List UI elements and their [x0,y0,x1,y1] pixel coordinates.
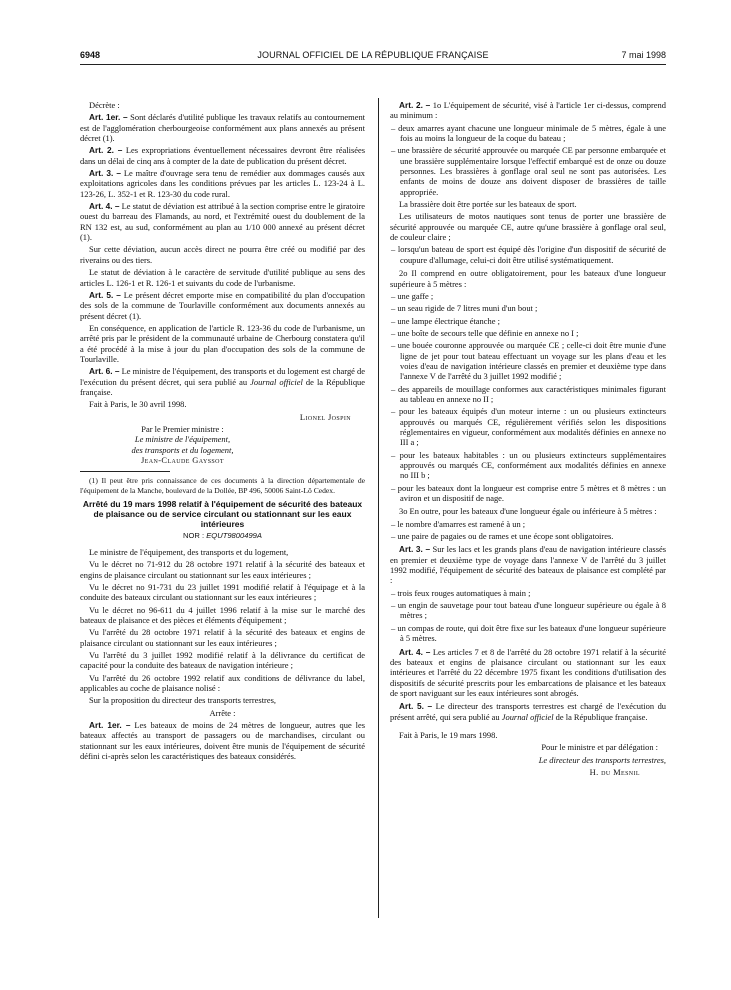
visa: Vu l'arrêté du 28 octobre 1971 relatif à la sécurité des bateaux et engins de plaisance circulant ou stationnant sur les eaux intérieures ; [80,627,365,648]
list-item-text: une boîte de secours telle que définie en annexe no I ; [397,327,579,338]
arrete-article-3 [390,544,666,585]
done-at-line: Fait à Paris, le 30 avril 1998. [89,399,187,410]
list-item: – lorsqu'un bateau de sport est équipé dès l'origine d'un dispositif de sécurité de coupure d'allumage, celui-ci doit être utilisé systématiquement. [391,244,667,265]
article-label: Art. 3. – [399,544,431,555]
list-item-text: un seau rigide de 7 litres muni d'un bout ; [397,303,538,314]
arrete-article-2 [390,100,666,121]
article-text: Les articles 7 et 8 de l'arrêté du 28 octobre 1971 relatif à la sécurité des bateaux et engins de plaisance circulant ou stationnant sur les eaux intérieures et l'arrêté du 22 décembre 1975 fixant les conditions d'utilisation des dispositifs de sécurité prescrits pour les embarcations de plaisance et les bateaux de sport naviguant sur les eaux intérieures sont abrogés. [390,646,667,698]
paragraph: Le statut de déviation à le caractère de servitude d'utilité publique au sens des articles L. 126-1 et R. 126-1 et suivants du code de l'urbanisme. [80,267,365,288]
list-item: – le nombre d'amarres est ramené à un ; [391,518,526,529]
list-item: – des appareils de mouillage conformes aux caractéristiques minimales figurant au tableau en annexe no II ; [391,383,666,404]
decree-article-3 [80,168,365,199]
list-item: – un engin de sauvetage pour tout bateau d'une longueur supérieure ou égale à 8 mètres ; [391,600,666,621]
list-item-text: un engin de sauvetage pour tout bateau d'une longueur supérieure ou égale à 8 mètres ; [397,600,666,621]
minister-title-text: Le ministre de l'équipement, [134,434,231,445]
minister-name: Jean-Claude Gayssot [141,455,224,465]
journal-officiel-italic: Journal officiel [501,711,554,722]
footnote: (1) Il peut être pris connaissance de ces documents à la direction départementale de l'équipement de la Manche, boulevard de la Dollée, BP 496, 50006 Saint-Lô Cedex. [80,476,365,495]
visa: Vu le décret no 91-731 du 23 juillet 1991 modifié relatif à l'équipage et à la conduite des bateaux circulant ou stationnant sur les eaux intérieures ; [80,581,365,603]
minister-title-text: des transports et du logement, [131,444,234,455]
decree-article-5 [80,290,365,321]
done-at-line: Fait à Paris, le 19 mars 1998. [399,729,498,740]
decrete-line: Décrète : [89,100,120,110]
list-item: – un compas de route, qui doit être fixe sur les bateaux d'une longueur supérieure à 5 mètres. [391,622,667,644]
article-text: Les expropriations éventuellement nécessaires devront être réalisées dans un délai de cinq ans à compter de la date de publication du présent décret. [80,145,366,166]
arrete-article-1 [80,720,365,761]
visa: Vu l'arrêté du 26 octobre 1992 relatif aux conditions de délivrance du label, applicables au coche de plaisance nolisé : [80,672,365,694]
list-item: – une paire de pagaies ou de rames et une écope sont obligatoires. [391,531,614,542]
nor-reference [80,531,365,541]
paragraph: 2o Il comprend en outre obligatoirement, pour les bateaux d'une longueur supérieure à 5 mètres : [390,268,666,289]
article-label: Art. 4. – [89,201,120,212]
decree-article-2 [80,145,365,166]
left-column [80,100,365,763]
article-label: Art. 1er. – [89,720,131,731]
list-item: – une lampe électrique étanche ; [391,315,500,326]
list-item-text: pour les bateaux habitables : un ou plusieurs extincteurs supplémentaires approuvés ou marqués CE, conformément aux modalités définies en annexe no III b ; [399,449,667,481]
column-divider [378,98,379,918]
decree-article-6 [80,366,365,397]
paragraph: Les utilisateurs de motos nautiques sont tenus de porter une brassière de sécurité approuvée ou marquée CE, autre qu'une brassière à gonflage oral seul, de couleur claire ; [390,211,666,243]
decree-article-1 [80,112,365,143]
visa: Sur la proposition du directeur des transports terrestres, [89,695,276,706]
article-label: Art. 4. – [399,646,431,657]
nor-code: EQUT9800499A [206,530,262,540]
list-item-text: deux amarres ayant chacune une longueur minimale de 5 mètres, égale à une fois au moins la longueur de la coque du bateau ; [398,122,667,144]
article-text: Sont déclarés d'utilité publique les travaux relatifs au contournement est de l'agglomération cherbourgeoise conformément aux plans annexés au présent décret (1). [80,112,366,144]
list-item-text: une brassière de sécurité approuvée ou marquée CE par personne embarquée et une brassière supplémentaire lorsque l'effectif embarqué est de onze ou douze personnes. Les brassières à gonflage oral seul ne sont pas autorisées. Les enfants de moins de douze ans doivent disposer de brassières de taille appropriée. [397,145,667,197]
journal-title: JOURNAL OFFICIEL DE LA RÉPUBLIQUE FRANÇAISE [257,50,489,60]
director-title-text: Le directeur des transports terrestres, [538,754,666,765]
article-text: de la République française. [553,711,648,722]
paragraph: La brassière doit être portée sur les bateaux de sport. [399,199,577,210]
article-text: Sur les lacs et les grands plans d'eau de navigation intérieure classés en premier et deuxième type de voyage dans l'annexe V de l'arrêté du 3 juillet 1992 modifié, l'équipement de sécurité des bateaux de plaisance est complété par : [390,544,667,586]
page-number: 6948 [80,50,101,60]
list-item: – une boîte de secours telle que définie en annexe no I ; [391,327,579,338]
list-item-text: lorsqu'un bateau de sport est équipé dès l'origine d'un dispositif de sécurité de coupure d'allumage, celui-ci doit être utilisé systématiquement. [397,244,667,265]
article-label: Art. 1er. – [89,112,128,123]
article-text: Le statut de déviation est attribué à la section comprise entre le giratoire ouest du barreau des Flamands, au nord, et l'extrémité ouest du doublement de la RN 132 est, au sud, conformément au plan au 1/10 000 annexé au présent décret (1). [80,201,365,243]
article-label: Art. 6. – [89,366,120,377]
article-label: Art. 5. – [89,289,121,300]
delegation-line: Pour le ministre et par délégation : [541,742,658,753]
list-item-text: pour les bateaux dont la longueur est comprise entre 5 mètres et 8 mètres : un aviron et un dispositif de nage. [397,482,667,504]
list-item: – pour les bateaux habitables : un ou plusieurs extincteurs supplémentaires approuvés ou marqués CE, conformément aux modalités définies en annexe no III b ; [391,449,667,481]
list-item-text: une paire de pagaies ou de rames et une écope sont obligatoires. [397,531,614,542]
article-text: Le ministre de l'équipement, des transports et du logement est chargé de l'exécution du présent décret, qui sera publié au [80,366,366,387]
nor-label: NOR : [183,530,207,540]
page-header [80,50,666,62]
right-column [390,100,666,779]
arrete-title: Arrêté du 19 mars 1998 relatif à l'équipement de sécurité des bateaux de plaisance ou de service circulant ou stationnant sur les eaux intérieures [82,498,363,530]
list-item-text: une lampe électrique étanche ; [397,315,500,326]
list-item-text: trois feux rouges automatiques à main ; [397,587,531,598]
article-text: 1o L'équipement de sécurité, visé à l'article 1er ci-dessus, comprend au minimum : [390,100,666,121]
list-item: – trois feux rouges automatiques à main ; [391,587,531,598]
director-name: H. du Mesnil [589,766,640,777]
list-item-text: une gaffe ; [397,290,434,301]
article-label: Art. 2. – [89,145,123,156]
list-item-text: pour les bateaux équipés d'un moteur interne : un ou plusieurs extincteurs approuvés ou marqués CE, régulièrement vérifiés selon les dispositions réglementaires en vigueur, conformément aux modalités définies en annexe no III a ; [399,406,666,448]
list-item: – une bouée couronne approuvée ou marquée CE ; celle-ci doit être munie d'une ligne de jet pour tout bateau effectuant un voyage sur les plans d'eau et les voies d'eau de navigation intérieure classés en premier et deuxième type dans l'annexe V de l'arrêté du 3 juillet 1992 modifié ; [391,340,667,382]
decree-article-4 [80,201,365,242]
article-text: de la République française. [80,376,365,397]
list-item-text: des appareils de mouillage conformes aux caractéristiques minimales figurant au tableau en annexe no II ; [398,383,666,404]
list-item: – un seau rigide de 7 litres muni d'un bout ; [391,303,538,314]
list-item: – pour les bateaux dont la longueur est comprise entre 5 mètres et 8 mètres : un aviron et un dispositif de nage. [391,482,667,504]
list-item-text: le nombre d'amarres est ramené à un ; [397,518,526,529]
article-text: Le présent décret emporte mise en compatibilité du plan d'occupation des sols de la commune de Tourlaville conformément aux documents annexés au présent décret (1). [80,289,365,321]
list-item: – deux amarres ayant chacune une longueur minimale de 5 mètres, égale à une fois au moins la longueur de la coque du bateau ; [391,122,667,144]
article-label: Art. 5. – [399,701,433,712]
footnote-rule [80,471,170,472]
issue-date: 7 mai 1998 [621,50,666,60]
article-text: Les bateaux de moins de 24 mètres de longueur, autres que les bateaux affectés au transport de passagers ou de marchandises, circulant ou stationnant sur les eaux intérieures, doivent être munis de l'équipement de sécurité défini ci-après selon les caractéristiques des bateaux considérés. [80,720,365,762]
paragraph: En conséquence, en application de l'article R. 123-36 du code de l'urbanisme, un arrêté pris par le président de la communauté urbaine de Cherbourg constatera qu'il a été procédé à la mise à jour du plan d'occupation des sols de la commune de Tourlaville. [80,322,365,364]
minister-title-1 [0,434,365,444]
list-item: – une gaffe ; [391,290,434,301]
article-label: Art. 2. – [399,100,431,110]
by-pm-line: Par le Premier ministre : [141,423,224,434]
visa-minister: Le ministre de l'équipement, des transports et du logement, [89,546,289,557]
minister-title-2 [0,445,365,455]
article-text: Le maître d'ouvrage sera tenu de remédier aux dommages causés aux exploitations agricoles dans les conditions prévues par les articles L. 123-24 à L. 123-26, L. 352-1 et R. 123-30 du code rural. [80,168,366,199]
article-text: Le directeur des transports terrestres est chargé de l'exécution du présent arrêté, qui sera publié au [390,701,667,722]
director-title [390,755,666,765]
article-label: Art. 3. – [89,168,121,179]
list-item-text: une bouée couronne approuvée ou marquée CE ; celle-ci doit être munie d'une ligne de jet pour tout bateau effectuant un voyage sur les plans d'eau et les voies d'eau de navigation intérieure classés en premier et deuxième type dans l'annexe V de l'arrêté du 3 juillet 1992 modifié ; [397,340,667,382]
paragraph: 3o En outre, pour les bateaux d'une longueur égale ou inférieure à 5 mètres : [399,506,657,517]
visa: Vu le décret no 96-611 du 4 juillet 1996 relatif à la mise sur le marché des bateaux de plaisance et des pièces et éléments d'équipement ; [80,604,365,625]
list-item-text: un compas de route, qui doit être fixe sur les bateaux d'une longueur supérieure à 5 mètres. [397,622,667,644]
arrete-article-5 [390,701,666,722]
journal-officiel-italic: Journal officiel [250,376,303,387]
arrete-article-4 [390,647,666,699]
pm-signature: Lionel Jospin [299,411,351,422]
list-item: – pour les bateaux équipés d'un moteur interne : un ou plusieurs extincteurs approuvés ou marqués CE, régulièrement vérifiés selon les dispositions réglementaires en vigueur, conformément aux modalités définies en annexe no III a ; [391,406,666,448]
paragraph: Sur cette déviation, aucun accès direct ne pourra être créé ou modifié par des riverains ou des tiers. [80,244,365,265]
visa: Vu le décret no 71-912 du 28 octobre 1971 relatif à la sécurité des bateaux et engins de plaisance circulant ou stationnant sur les eaux intérieures ; [80,559,365,580]
header-rule [80,64,666,65]
list-item: – une brassière de sécurité approuvée ou marquée CE par personne embarquée et une brassière supplémentaire lorsque l'effectif embarqué est de onze ou douze personnes. Les brassières à gonflage oral seul ne sont pas autorisées. Les enfants de moins de douze ans doivent disposer de brassières de taille appropriée. [391,145,667,197]
arrete-line: Arrête : [209,707,236,718]
visa: Vu l'arrêté du 3 juillet 1992 modifié relatif à la délivrance du certificat de capacité pour la conduite des bateaux de navigation intérieure ; [80,649,365,671]
